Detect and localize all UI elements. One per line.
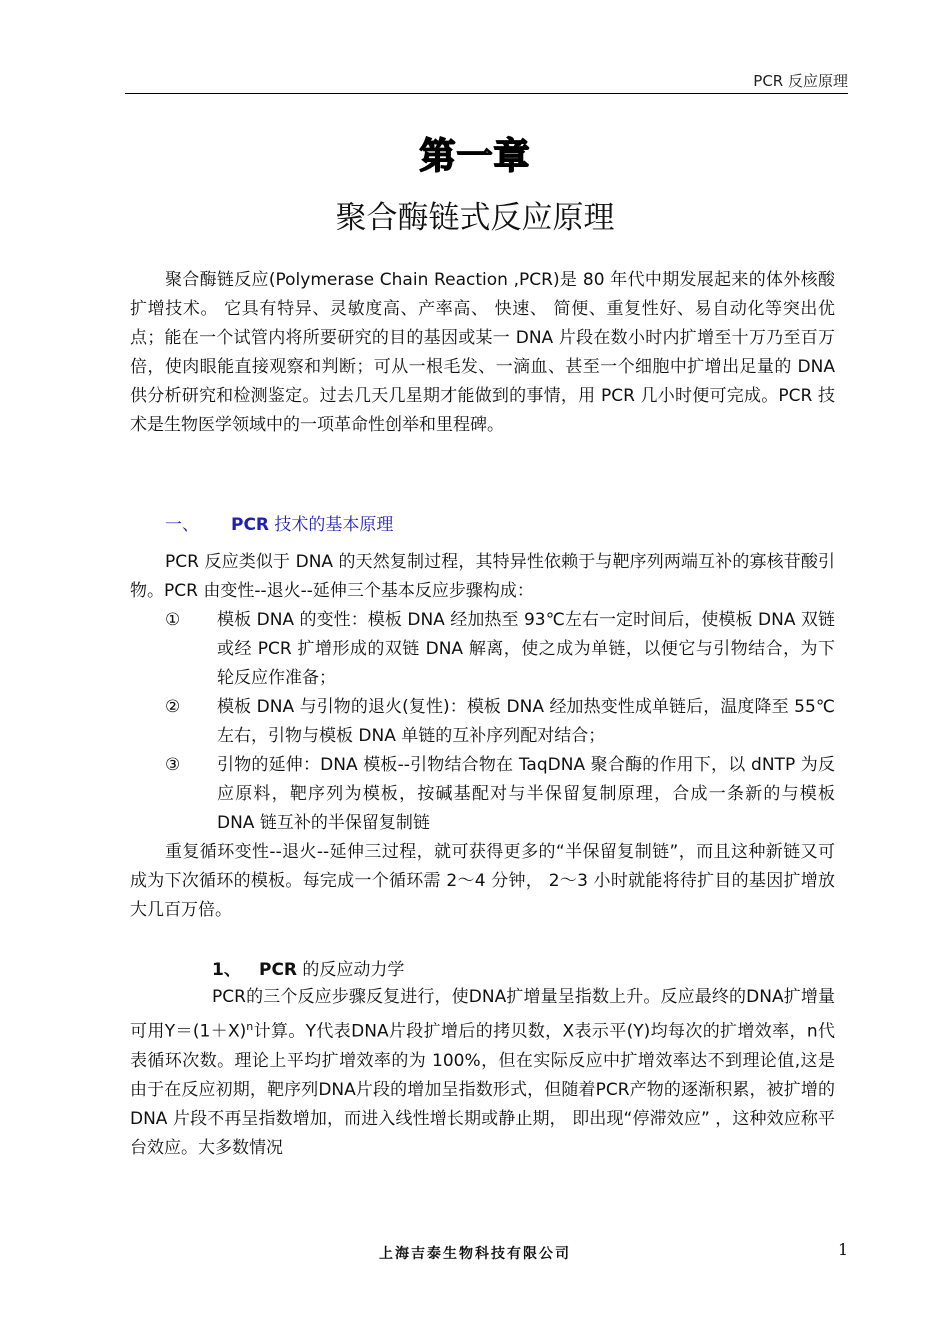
running-header: PCR 反应原理 xyxy=(753,72,848,90)
list-item xyxy=(165,606,835,693)
kinetics-paragraph xyxy=(130,983,835,1163)
section-label xyxy=(231,515,393,535)
page-number: 1 xyxy=(838,1240,849,1259)
list-item-text: 模板 DNA 与引物的退火(复性)：模板 DNA 经加热变性成单链后，温度降至 55℃左右，引物与模板 DNA 单链的互补序列配对结合； xyxy=(217,697,835,746)
section-heading xyxy=(165,510,393,535)
footer-company: 上海吉泰生物科技有限公司 xyxy=(379,1246,571,1262)
section-label-bold: PCR xyxy=(231,515,270,535)
subsection-number: 1、 xyxy=(212,960,241,980)
section-label-rest: 技术的基本原理 xyxy=(269,515,394,535)
list-marker: ② xyxy=(165,697,181,717)
section-intro-paragraph: PCR 反应类似于 DNA 的天然复制过程，其特异性依赖于与靶序列两端互补的寡核苷酸引物。PCR 由变性--退火--延伸三个基本反应步骤构成： xyxy=(130,552,835,601)
list-marker: ① xyxy=(165,610,181,630)
subsection-heading xyxy=(212,955,404,980)
kinetics-text-part2: 计算。Y代表DNA片段扩增后的拷贝数，X表示平(Y)均每次的扩增效率，n代表循环次数。理论上平均扩增效率的为 100%，但在实际反应中扩增效率达不到理论值,这是由于在反应初期，靶序列DNA片段的增加呈指数形式，但随着PCR产物的逐渐积累，被扩增的DNA 片段不再呈指数增加，而进入线性增长期或静止期， 即出现“停滞效应” ，这种效应称平台效应。大多数情况 xyxy=(130,1021,835,1158)
subsection-label-bold: PCR xyxy=(259,960,298,980)
summary-paragraph: 重复循环变性--退火--延伸三过程，就可获得更多的“半保留复制链”，而且这种新链又可成为下次循环的模板。每完成一个循环需 2～4 分钟， 2～3 小时就能将待扩目的基因扩增放大几百万倍。 xyxy=(130,842,835,920)
subsection-label-rest: 的反应动力学 xyxy=(297,960,405,980)
kinetics-text-part1: PCR的三个反应步骤反复进行，使DNA扩增量呈指数上升。反应最终的DNA扩增量可用Y＝(1＋X) xyxy=(130,987,835,1042)
section-number: 一、 xyxy=(165,515,199,535)
list-item-text: 模板 DNA 的变性：模板 DNA 经加热至 93℃左右一定时间后，使模板 DNA 双链或经 PCR 扩增形成的双链 DNA 解离，使之成为单链，以便它与引物结合，为下轮反应作准备； xyxy=(217,610,835,688)
list-marker: ③ xyxy=(165,755,181,775)
chapter-title: 聚合酶链式反应原理 xyxy=(335,200,615,236)
header-rule xyxy=(125,93,848,94)
list-item xyxy=(165,693,835,751)
list-item-text: 引物的延伸：DNA 模板--引物结合物在 TaqDNA 聚合酶的作用下，以 dNTP 为反应原料，靶序列为模板，按碱基配对与半保留复制原理，合成一条新的与模板 DNA 链互补的半保留复制链 xyxy=(217,755,835,833)
exponent-n: n xyxy=(246,1020,254,1033)
list-item xyxy=(165,751,835,838)
intro-paragraph: 聚合酶链反应(Polymerase Chain Reaction ,PCR)是 80 年代中期发展起来的体外核酸扩增技术。 它具有特异、灵敏度高、产率高、 快速、 简便、重复性好、易自动化等突出优点；能在一个试管内将所要研究的目的基因或某一 DNA 片段在数小时内扩增至十万乃至百万倍，使肉眼能直接观察和判断；可从一根毛发、一滴血、甚至一个细胞中扩增出足量的 DNA 供分析研究和检测鉴定。过去几天几星期才能做到的事情，用 PCR 几小时便可完成。PCR 技术是生物医学领域中的一项革命性创举和里程碑。 xyxy=(130,270,835,435)
chapter-number: 第一章 xyxy=(419,136,531,177)
